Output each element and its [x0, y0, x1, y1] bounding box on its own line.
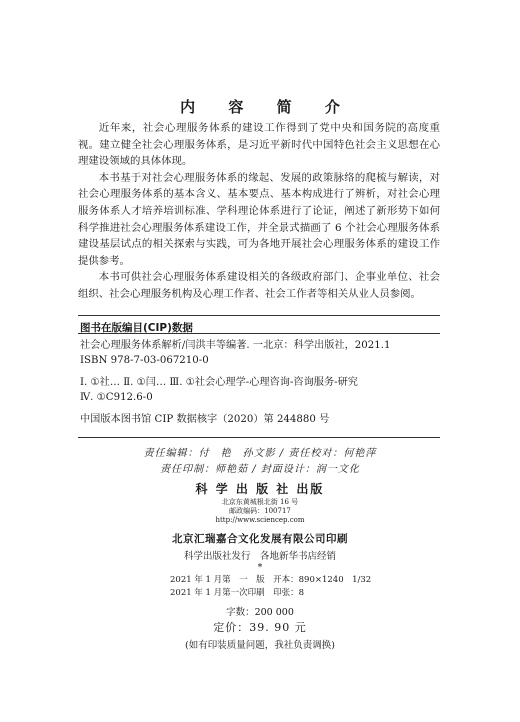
distribution-line: 科学出版社发行 各地新华书店经销 [183, 551, 336, 562]
word-count: 字数：200 000 [226, 607, 294, 618]
summary-paragraph: 近年来，社会心理服务体系的建设工作得到了党中央和国务院的高度重视。建立健全社会心理服务体系，是习近平新时代中国特色社会主义思想在心理建设领域的具体体现。 [78, 122, 440, 168]
publisher-address: 北京东黄城根北街 16 号 [221, 498, 299, 506]
cip-data [80, 338, 440, 427]
printer-name: 北京汇瑞嘉合文化发展有限公司印刷 [172, 533, 348, 545]
bottom-divider [78, 437, 440, 438]
summary-paragraph: 本书可供社会心理服务体系建设相关的各级政府部门、企事业单位、社会组织、社会心理服务机构及心理工作者、社会工作者等相关从业人员参阅。 [78, 271, 440, 300]
summary-paragraph: 本书基于对社会心理服务体系的缘起、发展的政策脉络的爬梳与解读，对社会心理服务体系的基本含义、基本要点、基本构成进行了辨析，对社会心理服务体系人才培养培训标准、学科理论体系进行了论证，阐述了新形势下如何科学推进社会心理服务体系建设工作，并全景式描画了 6 个社会心理服务体系建设基层试点的相关探索与实践，可为各地开展社会心理服务体系的建设工作提供参考。 [78, 171, 440, 267]
edition-line: 2021 年 1 月第 一 版 开本：890×1240 1/32 [170, 575, 372, 585]
publisher-postcode: 邮政编码：100717 [229, 507, 291, 515]
credits-editor: 责任编辑：付 艳 孙文影 / 责任校对：何艳萍 [143, 448, 377, 459]
cip-classification-line-2: Ⅳ. ①C912.6-0 [80, 392, 153, 403]
top-divider [78, 315, 440, 316]
summary-body [78, 120, 440, 303]
cip-record-number: 中国版本图书馆 CIP 数据核字（2020）第 244880 号 [80, 414, 330, 425]
separator-star: * [257, 562, 263, 573]
cip-heading: 图书在版编目(CIP)数据 [80, 322, 193, 334]
price: 定价：39. 90 元 [213, 621, 307, 634]
summary-title: 内 容 简 介 [180, 98, 354, 116]
cip-isbn-line: ISBN 978-7-03-067210-0 [80, 355, 209, 366]
cip-classification-line: Ⅰ. ①社… Ⅱ. ①闫… Ⅲ. ①社会心理学-心理咨询-咨询服务-研究 [80, 377, 358, 388]
publisher-name: 科 学 出 版 社 出版 [195, 482, 325, 496]
quality-note: (如有印装质量问题，我社负责调换) [185, 640, 335, 651]
cip-heading-divider [78, 333, 440, 334]
cip-title-line: 社会心理服务体系解析/闫洪丰等编著. 一北京：科学出版社，2021.1 [80, 340, 391, 351]
printing-line: 2021 年 1 月第一次印刷 印张：8 [170, 588, 305, 598]
credits-printing: 责任印制：师艳茹 / 封面设计：润一文化 [160, 464, 360, 475]
publisher-website: http://www.sciencep.com [215, 516, 305, 524]
